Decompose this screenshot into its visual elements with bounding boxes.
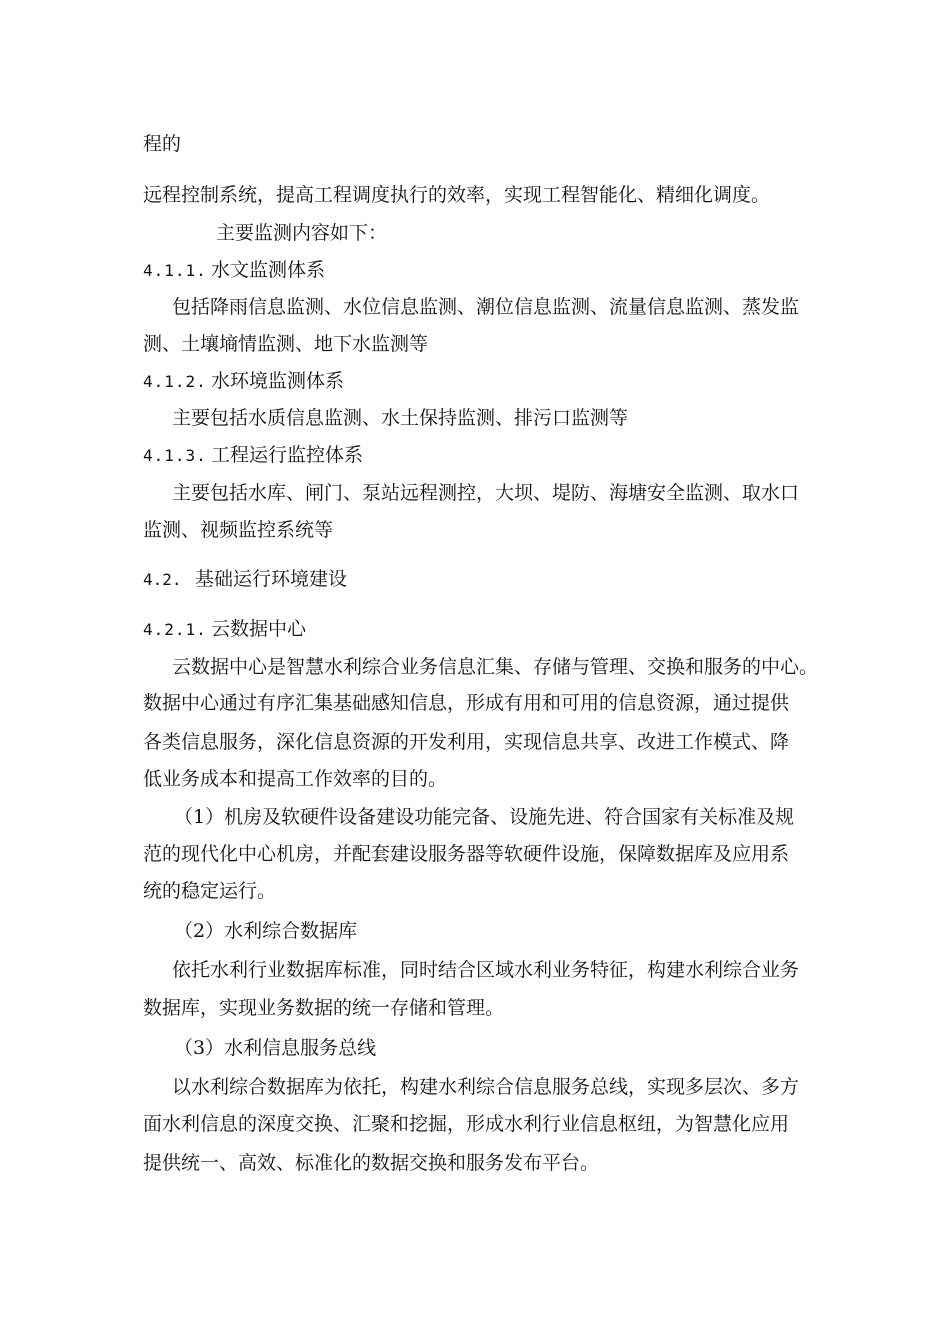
paragraph-line: 数据库，实现业务数据的统一存储和管理。 [143, 997, 505, 1019]
paragraph-line: 测、土壤墒情监测、地下水监测等 [143, 333, 429, 355]
paragraph-line: 低业务成本和提高工作效率的目的。 [143, 768, 448, 790]
heading-number: 4.2. [143, 570, 182, 589]
heading-number: 4.1.1. [143, 261, 207, 280]
paragraph-line: 远程控制系统，提高工程调度执行的效率，实现工程智能化、精细化调度。 [143, 184, 771, 206]
paragraph-line: 云数据中心是智慧水利综合业务信息汇集、存储与管理、交换和服务的中心。 [172, 656, 819, 678]
section-heading [143, 567, 347, 591]
subsection-heading [143, 443, 363, 467]
paragraph-line: （3）水利信息服务总线 [174, 1037, 377, 1059]
paragraph-line: 范的现代化中心机房，并配套建设服务器等软硬件设施，保障数据库及应用系 [143, 843, 790, 865]
paragraph-line: （2）水利综合数据库 [174, 920, 358, 942]
paragraph-line: 包括降雨信息监测、水位信息监测、潮位信息监测、流量信息监测、蒸发监 [172, 296, 800, 318]
subsection-heading [143, 369, 344, 393]
paragraph-line: 主要包括水库、闸门、泵站远程测控，大坝、堤防、海塘安全监测、取水口 [172, 482, 800, 504]
heading-number: 4.2.1. [143, 620, 207, 639]
heading-number: 4.1.2. [143, 372, 207, 391]
heading-title: 云数据中心 [211, 618, 307, 640]
paragraph-line: （1）机房及软硬件设备建设功能完备、设施先进、符合国家有关标准及规 [174, 806, 795, 828]
paragraph-line: 提供统一、高效、标准化的数据交换和服务发布平台。 [143, 1152, 600, 1174]
heading-title: 工程运行监控体系 [211, 444, 364, 466]
subsection-heading [143, 617, 306, 641]
heading-title: 水文监测体系 [211, 259, 326, 281]
paragraph-line: 依托水利行业数据库标准，同时结合区域水利业务特征，构建水利综合业务 [172, 959, 800, 981]
paragraph-line: 监测、视频监控系统等 [143, 519, 334, 541]
paragraph-line: 程的 [143, 133, 182, 155]
paragraph-line: 统的稳定运行。 [143, 880, 277, 902]
paragraph-line: 数据中心通过有序汇集基础感知信息，形成有用和可用的信息资源，通过提供 [143, 692, 790, 714]
paragraph-line: 主要包括水质信息监测、水土保持监测、排污口监测等 [172, 407, 629, 429]
paragraph-line: 各类信息服务，深化信息资源的开发利用，实现信息共享、改进工作模式、降 [143, 731, 790, 753]
subsection-heading [143, 258, 325, 282]
paragraph-line: 面水利信息的深度交换、汇聚和挖掘，形成水利行业信息枢纽，为智慧化应用 [143, 1113, 790, 1135]
paragraph-line: 以水利综合数据库为依托，构建水利综合信息服务总线，实现多层次、多方 [172, 1076, 800, 1098]
paragraph-line: 主要监测内容如下： [216, 222, 388, 244]
heading-title: 水环境监测体系 [211, 370, 345, 392]
heading-number: 4.1.3. [143, 446, 207, 465]
heading-title: 基础运行环境建设 [195, 568, 348, 590]
